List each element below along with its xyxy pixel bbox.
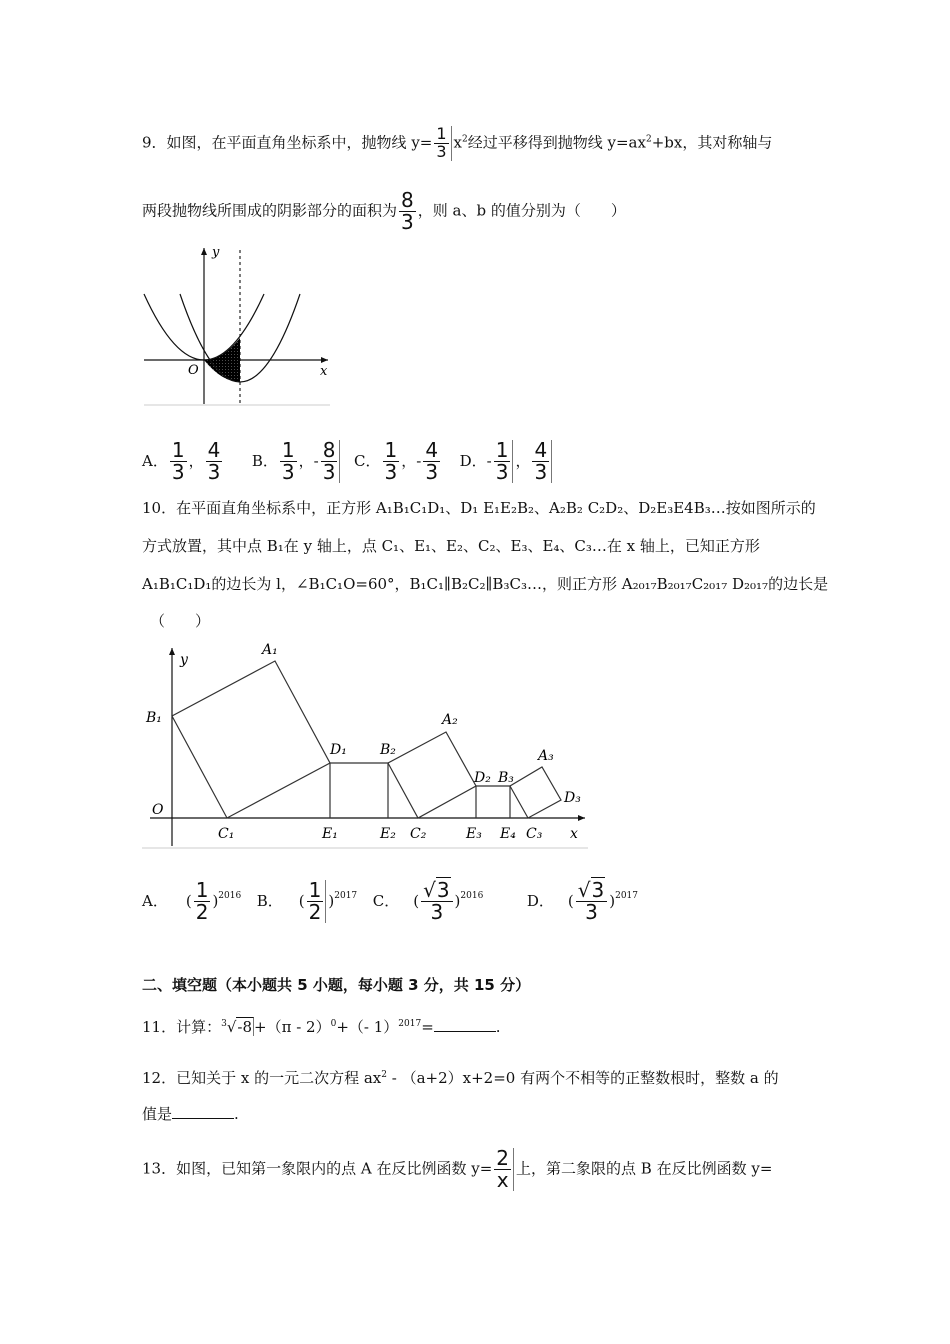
label-a3: A₃ <box>538 748 554 764</box>
label-b2: B₂ <box>380 742 396 758</box>
label-e2: E₂ <box>380 826 396 842</box>
label-d3: D₃ <box>564 790 581 806</box>
fraction-8-3: $\frac{8}{3}$ <box>401 188 414 234</box>
label-e3: E₃ <box>466 826 482 842</box>
label-b1: B₁ <box>146 710 162 726</box>
option-d[interactable]: D． ( $\frac{√3}{3}$ )$^{2017}$ <box>526 878 639 924</box>
section-heading: 二、填空题（本小题共 5 小题，每小题 3 分，共 15 分） <box>142 976 531 994</box>
label-y: y <box>180 652 188 668</box>
x-axis-arrow <box>321 357 328 363</box>
option-a[interactable]: A． $\frac{1}{3}$ ， $\frac{4}{3}$ <box>142 438 221 484</box>
q11: 11．计算：$^3$√-8 +（π - 2）$^0$+（- 1）$^{2017}$= . <box>142 1018 501 1036</box>
y-axis-arrow <box>201 248 207 255</box>
label-a1: A₁ <box>262 642 278 658</box>
label-e1: E₁ <box>322 826 338 842</box>
q10-options <box>142 880 638 923</box>
q12-line2: 值是 . <box>142 1105 239 1123</box>
label-a2: A₂ <box>442 712 458 728</box>
square-2 <box>388 732 476 818</box>
rect-d2-b3 <box>476 786 510 818</box>
square-3 <box>510 767 561 818</box>
option-b[interactable]: B． $\frac{1}{3}$ ，- $\frac{8}{3}$ <box>252 452 343 470</box>
label-e4: E₄ <box>500 826 516 842</box>
label-c2: C₂ <box>410 826 427 842</box>
fraction-1-3: $\frac{1}{3}$ <box>434 126 451 161</box>
q13-line1: 13．如图，已知第一象限内的点 A 在反比例函数 y= $\frac{2}{x}$ 上，第二象限的点 B 在反比例函数 y= <box>142 1146 773 1192</box>
label-c1: C₁ <box>218 826 235 842</box>
y-axis-arrow <box>169 648 175 655</box>
label-d2: D₂ <box>474 770 491 786</box>
q9-options <box>142 440 554 483</box>
label-b3: B₃ <box>498 770 514 786</box>
y-label: y <box>212 245 220 260</box>
label-d1: D₁ <box>330 742 347 758</box>
rect-d1-b2 <box>330 763 388 818</box>
fraction-2-x: $\frac{2}{x}$ <box>494 1148 514 1191</box>
option-b[interactable]: B． ( $\frac{1}{2}$ )$^{2017}$ <box>256 878 358 924</box>
option-c[interactable]: C． ( $\frac{√3}{3}$ )$^{2016}$ <box>372 878 484 924</box>
x-axis-arrow <box>578 815 585 821</box>
q9-line1: 9．如图，在平面直角坐标系中，抛物线 y= $\frac{1}{3}$ $x^2$经过平移得到抛物线 $y=ax^2+bx$，其对称轴与 <box>142 124 773 161</box>
option-d[interactable]: D．- $\frac{1}{3}$ ， $\frac{4}{3}$ <box>460 452 555 470</box>
q10-line2: 方式放置，其中点 B₁在 y 轴上，点 C₁、E₁、E₂、C₂、E₃、E₄、C₃…在 x 轴上，已知正方形 <box>142 537 760 555</box>
option-a[interactable]: A． ( $\frac{1}{2}$ )$^{2016}$ <box>142 878 242 924</box>
label-o: O <box>152 802 164 818</box>
q10-squares-figure <box>140 636 590 851</box>
answer-blank-12[interactable] <box>172 1104 234 1119</box>
square-1 <box>172 661 330 818</box>
q10-line4: （ ） <box>150 612 211 630</box>
q9-parabola-figure <box>140 242 335 407</box>
label-x: x <box>570 826 578 842</box>
answer-blank-11[interactable] <box>434 1017 496 1032</box>
x-label: x <box>320 364 328 379</box>
q10-line3: A₁B₁C₁D₁的边长为 l，∠B₁C₁O=60°，B₁C₁∥B₂C₂∥B₃C₃…，则正方形 A₂₀₁₇B₂₀₁₇C₂₀₁₇ D₂₀₁₇的边长是 <box>142 575 829 593</box>
origin-label: O <box>188 363 199 378</box>
q12-line1: 12．已知关于 x 的一元二次方程 $ax^2 - (a+2)x+2=0$ 有两个不相等的正整数根时，整数 a 的 <box>142 1069 779 1087</box>
label-c3: C₃ <box>526 826 543 842</box>
q10-line1: 10．在平面直角坐标系中，正方形 A₁B₁C₁D₁、D₁ E₁E₂B₂、A₂B₂ C₂D₂、D₂E₃E4B₃…按如图所示的 <box>142 499 816 517</box>
option-c[interactable]: C． $\frac{1}{3}$ ，- $\frac{4}{3}$ <box>354 438 439 484</box>
q9-line2: 两段抛物线所围成的阴影部分的面积为 $\frac{8}{3}$ ，则 a、b 的值分别为（ ） <box>142 188 626 234</box>
